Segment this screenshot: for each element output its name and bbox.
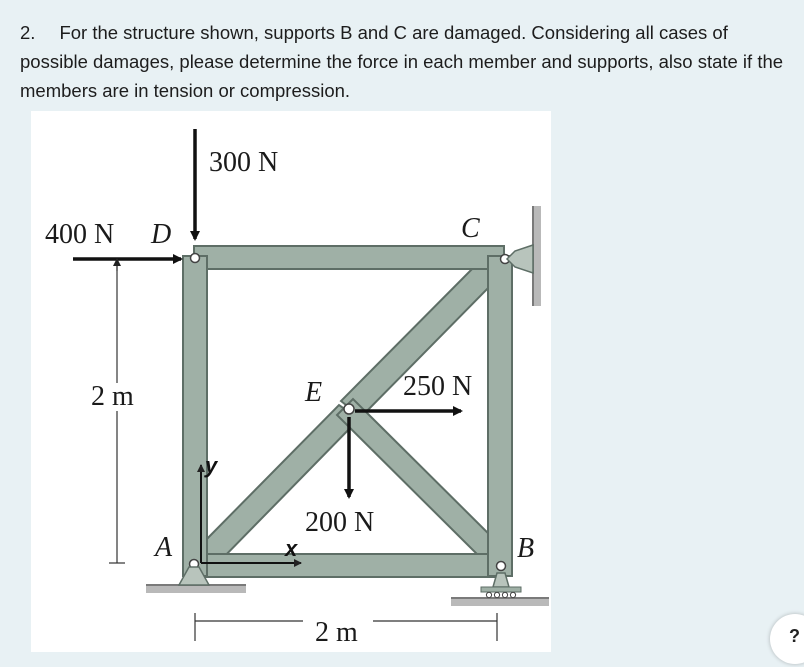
truss-diagram bbox=[31, 111, 551, 652]
dimension-width-label: 2 m bbox=[315, 617, 358, 648]
pin-D bbox=[191, 254, 200, 263]
joint-A-label: A bbox=[155, 532, 173, 563]
member-DA bbox=[183, 256, 207, 576]
help-button[interactable] bbox=[770, 614, 804, 664]
problem-number: 2. bbox=[20, 22, 36, 43]
member-DC bbox=[194, 246, 504, 269]
member-AE bbox=[197, 405, 359, 563]
truss-figure bbox=[31, 111, 551, 652]
dimension-height-label: 2 m bbox=[91, 381, 134, 412]
member-CB bbox=[488, 256, 512, 576]
member-EB bbox=[337, 399, 506, 567]
load-200N-label: 200 N bbox=[305, 507, 375, 538]
load-400N-label: 400 N bbox=[45, 219, 115, 250]
member-AB bbox=[194, 554, 504, 577]
ground-A bbox=[146, 585, 246, 593]
joint-D-label: D bbox=[151, 219, 172, 250]
wall-C bbox=[533, 206, 541, 306]
joint-E-label: E bbox=[305, 377, 323, 408]
pin-E bbox=[344, 404, 354, 414]
load-arrows bbox=[73, 129, 461, 497]
load-300N-label: 300 N bbox=[209, 147, 279, 178]
x-axis-label: x bbox=[285, 536, 298, 561]
ground-B bbox=[451, 598, 549, 606]
pin-B bbox=[497, 562, 506, 571]
y-axis-label: y bbox=[205, 453, 218, 478]
joint-C-label: C bbox=[461, 213, 480, 244]
problem-text: For the structure shown, supports B and C are damaged. Considering all cases of possible damages, please determine the force in each member and supports, also state if the members are in tension or compression. bbox=[20, 22, 784, 101]
load-250N-label: 250 N bbox=[403, 371, 473, 402]
joint-B-label: B bbox=[517, 533, 535, 564]
help-label: ? bbox=[789, 626, 800, 646]
problem-statement bbox=[20, 18, 790, 105]
